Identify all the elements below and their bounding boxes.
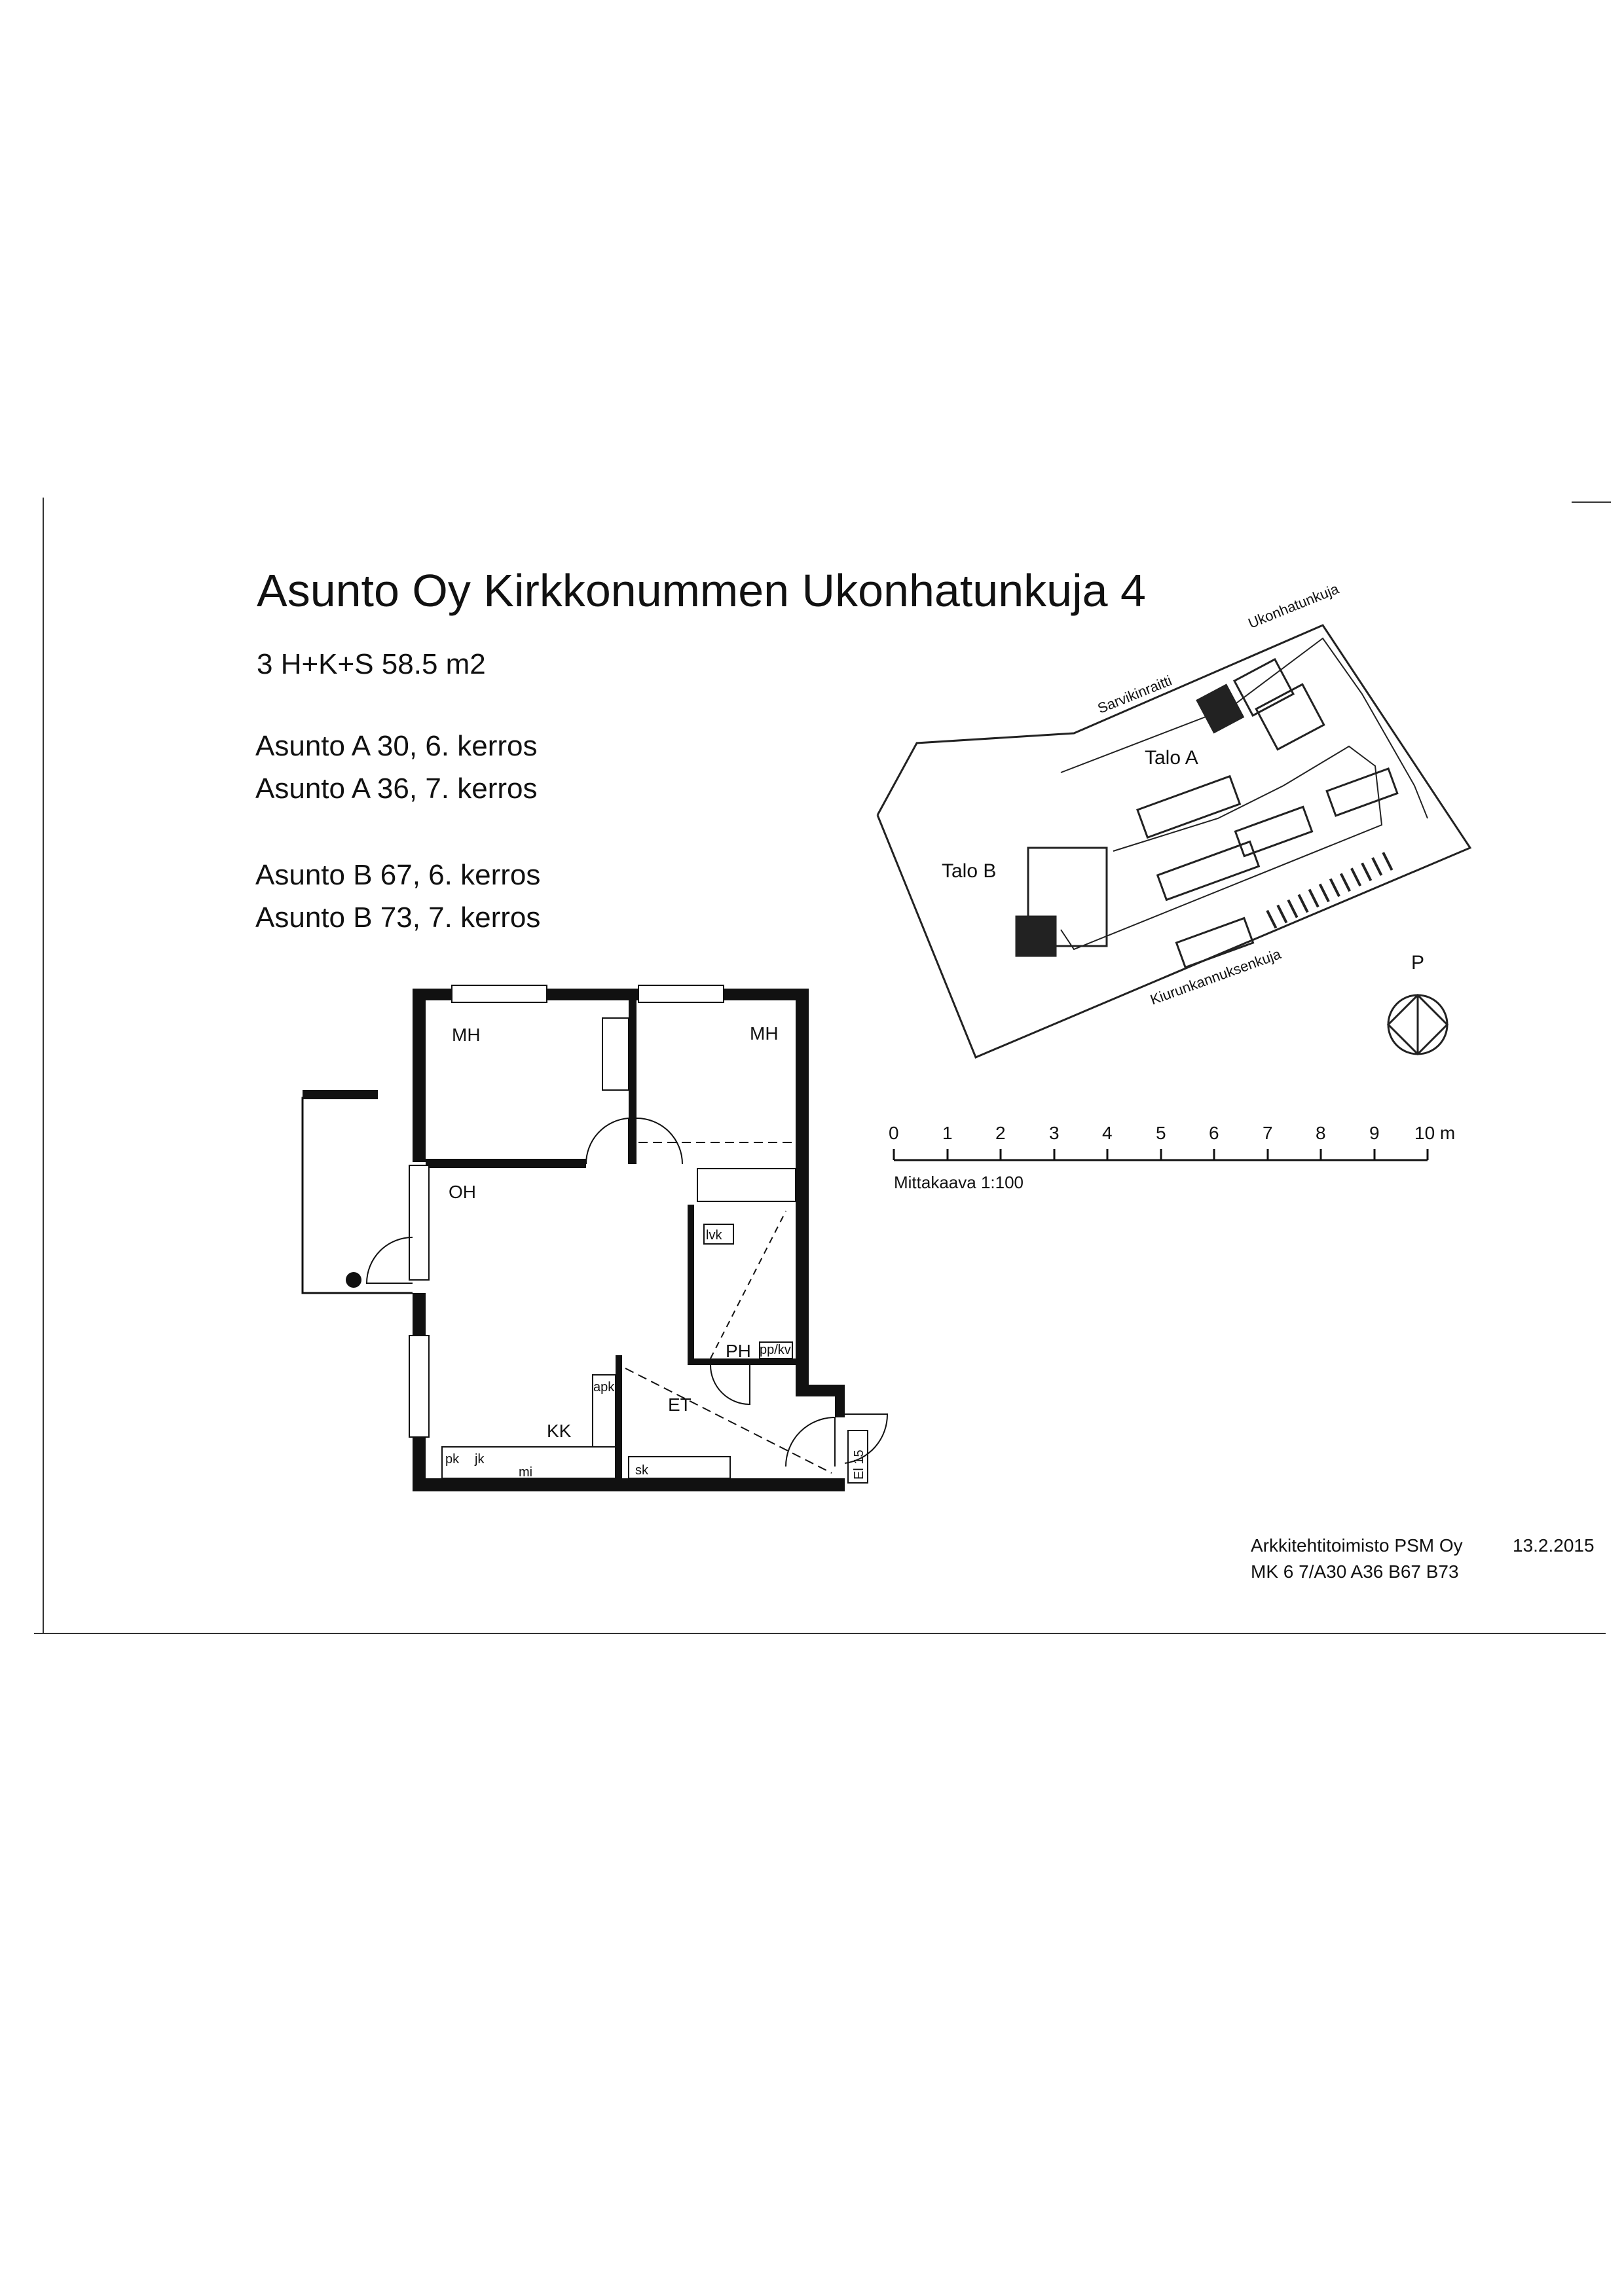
- unit-line: Asunto A 30, 6. kerros: [255, 730, 538, 762]
- street-label: Sarvikinraitti: [1095, 672, 1174, 717]
- wall-right-upper: [796, 989, 809, 1394]
- fixture-label: pk: [445, 1452, 460, 1467]
- fixture-label: sk: [635, 1463, 648, 1478]
- wall-right-lower: [835, 1385, 845, 1417]
- bedroom-door-swing: [586, 1118, 629, 1164]
- wardrobe: [697, 1169, 796, 1201]
- fixture-label: pp/kv: [760, 1343, 791, 1357]
- window: [409, 1336, 429, 1437]
- building-label: Talo B: [942, 860, 997, 882]
- scale-bar: [894, 1149, 1428, 1160]
- fixture-label: lvk: [706, 1228, 722, 1243]
- document-title: Asunto Oy Kirkkonummen Ukonhatunkuja 4: [257, 565, 1146, 616]
- parking-stalls: [1270, 858, 1395, 920]
- talo-a-carport: [1137, 776, 1240, 838]
- window: [409, 1165, 429, 1280]
- window: [638, 985, 724, 1002]
- north-label: P: [1411, 952, 1425, 974]
- wall-bedroom-divider: [629, 1000, 637, 1164]
- street-label: Kiurunkannuksenkuja: [1148, 945, 1283, 1008]
- bedroom-door-swing: [637, 1118, 682, 1164]
- scale-label: 0: [889, 1123, 899, 1143]
- wall-bedroom-bottom: [426, 1159, 586, 1168]
- scale-label: 8: [1316, 1123, 1326, 1143]
- talo-a-dark: [1197, 685, 1243, 732]
- wall-kitchen-divider: [616, 1355, 622, 1480]
- scale-label: 10 m: [1414, 1123, 1456, 1143]
- scale-caption: Mittakaava 1:100: [894, 1173, 1024, 1192]
- wall-bottom: [413, 1478, 845, 1491]
- wall-left-upper: [413, 989, 426, 1162]
- scale-label: 2: [995, 1123, 1006, 1143]
- unit-line: Asunto A 36, 7. kerros: [255, 773, 538, 805]
- parking-row: [1158, 842, 1259, 900]
- balcony-rail: [303, 1090, 378, 1099]
- unit-line: Asunto B 67, 6. kerros: [255, 859, 541, 891]
- site-road-inner: [1061, 746, 1382, 949]
- site-road: [1061, 638, 1428, 818]
- apartment-type: 3 H+K+S 58.5 m2: [257, 648, 486, 680]
- room-label: KK: [547, 1421, 572, 1441]
- scale-bar-labels: [889, 1123, 1455, 1192]
- floor-plan: [303, 985, 887, 1491]
- room-label: PH: [726, 1341, 751, 1361]
- balcony-outline: [303, 1098, 413, 1293]
- scale-label: 1: [942, 1123, 953, 1143]
- wall-right-step: [796, 1385, 841, 1396]
- scale-label: 4: [1102, 1123, 1113, 1143]
- fixture-label: mi: [519, 1465, 533, 1480]
- fixture-label: apk: [593, 1380, 615, 1394]
- bath-door-swing: [710, 1365, 750, 1404]
- architect-office: Arkkitehtitoimisto PSM Oy: [1251, 1535, 1463, 1556]
- room-label: MH: [452, 1025, 481, 1045]
- drawing-date: 13.2.2015: [1513, 1535, 1595, 1556]
- fixture-label: jk: [475, 1452, 485, 1467]
- scale-label: 5: [1156, 1123, 1166, 1143]
- wall-bath-left: [688, 1205, 694, 1362]
- entry-door-swing: [786, 1417, 835, 1467]
- drawing-code: MK 6 7/A30 A36 B67 B73: [1251, 1561, 1459, 1582]
- fixture-label: El 15: [852, 1449, 866, 1480]
- street-label: Ukonhatunkuja: [1246, 580, 1341, 632]
- unit-line: Asunto B 73, 7. kerros: [255, 902, 541, 934]
- room-label: ET: [668, 1394, 692, 1415]
- building-label: Talo A: [1145, 747, 1198, 769]
- scale-label: 3: [1049, 1123, 1060, 1143]
- scale-label: 9: [1369, 1123, 1380, 1143]
- balcony-door-swing: [367, 1237, 413, 1283]
- talo-b-dark: [1016, 917, 1056, 956]
- scale-label: 7: [1263, 1123, 1273, 1143]
- scale-label: 6: [1209, 1123, 1219, 1143]
- wardrobe: [602, 1018, 629, 1090]
- parking-row: [1235, 807, 1312, 856]
- balcony-drain: [346, 1272, 361, 1288]
- parking-row: [1327, 769, 1397, 816]
- room-label: OH: [449, 1182, 476, 1202]
- talo-a-wing-2: [1256, 684, 1323, 749]
- room-label: MH: [750, 1023, 779, 1044]
- window: [452, 985, 547, 1002]
